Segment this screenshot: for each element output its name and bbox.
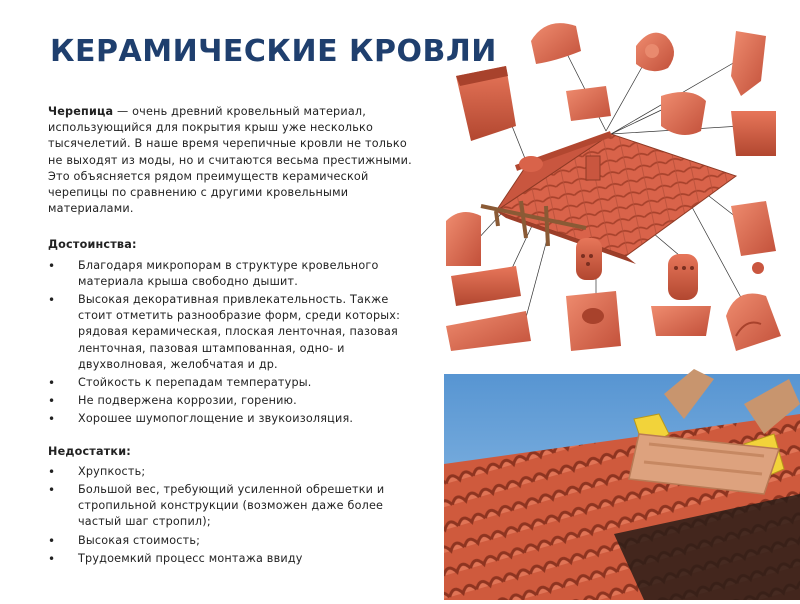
photo-svg bbox=[444, 374, 800, 600]
roof-installation-photo bbox=[444, 374, 800, 600]
roof-tile-components-diagram bbox=[436, 6, 800, 366]
advantage-item: • Благодаря микропорам в структуре кровельного материала крыша свободно дышит. bbox=[48, 258, 420, 290]
disadvantages-heading: Недостатки: bbox=[48, 444, 131, 458]
intro-term: Черепица bbox=[48, 105, 114, 118]
page-title: КЕРАМИЧЕСКИЕ КРОВЛИ bbox=[50, 34, 497, 69]
advantage-item: • Хорошее шумопоглощение и звукоизоляция. bbox=[48, 411, 420, 427]
text-column bbox=[48, 104, 420, 583]
disadvantages-list bbox=[48, 464, 420, 567]
advantage-item: • Высокая декоративная привлекательность. Также стоит отметить разнообразие форм, среди которых: рядовая керамическая, плоская ленточная, пазовая ленточная, пазовая штампованная, одно- и двухволновая, желобчатая и др. bbox=[48, 292, 420, 373]
advantages-list bbox=[48, 258, 420, 428]
roof-model bbox=[481, 134, 736, 264]
disadvantage-item: • Большой вес, требующий усиленной обрешетки и стропильной конструкции (возможен даже более частый шаг стропил); bbox=[48, 482, 420, 531]
advantages-heading: Достоинства: bbox=[48, 238, 137, 252]
intro-text: — очень древний кровельный материал, использующийся для покрытия крыш уже несколько тысячелетий. В наше время черепичные кровли не только не выходят из моды, но и считаются весьма престижными. Это объясняется рядом преимуществ керамической черепицы по сравнению с другими кровельными материалами. bbox=[48, 105, 412, 216]
advantage-item: • Стойкость к перепадам температуры. bbox=[48, 375, 420, 391]
intro-paragraph bbox=[48, 104, 420, 217]
disadvantage-item: • Высокая стоимость; bbox=[48, 533, 420, 549]
advantage-item: • Не подвержена коррозии, горению. bbox=[48, 393, 420, 409]
disadvantage-item: • Хрупкость; bbox=[48, 464, 420, 480]
disadvantage-item: • Трудоемкий процесс монтажа ввиду bbox=[48, 551, 420, 567]
roof-diagram-svg bbox=[436, 6, 800, 366]
